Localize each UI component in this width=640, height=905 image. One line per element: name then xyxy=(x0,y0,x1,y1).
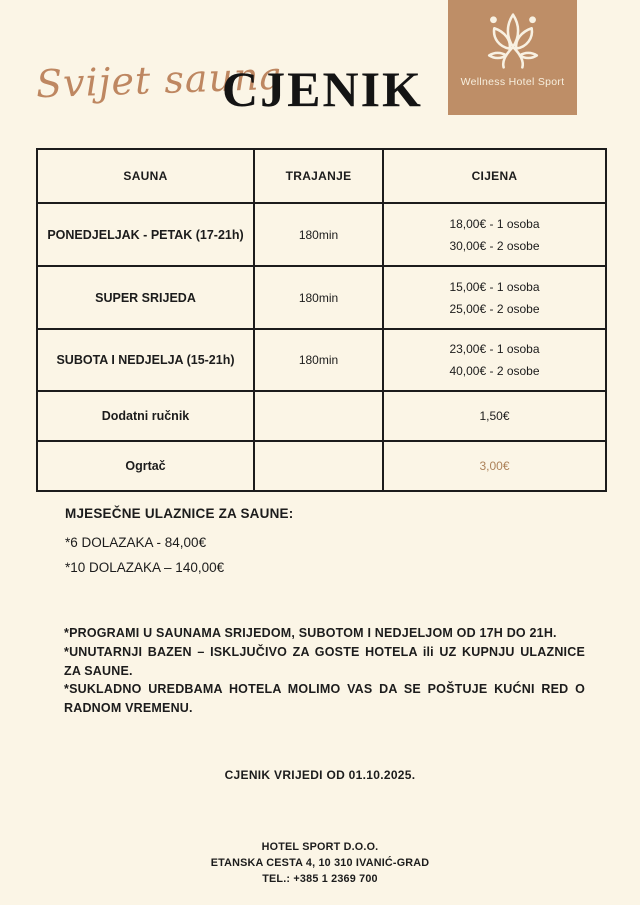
price-line: 40,00€ - 2 osobe xyxy=(449,364,540,378)
price-line: 3,00€ xyxy=(479,459,510,473)
hotel-logo xyxy=(448,0,577,115)
extra-item-price xyxy=(383,441,606,491)
monthly-ticket-item: *6 DOLAZAKA - 84,00€ xyxy=(65,535,207,550)
sauna-duration: 180min xyxy=(254,203,383,266)
brand-script-title: Svijet sauna xyxy=(35,53,284,107)
table-row xyxy=(37,441,606,491)
price-line: 18,00€ - 1 osoba xyxy=(449,216,540,231)
table-header-row xyxy=(37,149,606,203)
extra-item-price xyxy=(383,391,606,441)
notes-section xyxy=(64,624,585,718)
monthly-tickets-section xyxy=(65,506,293,580)
footer-phone: TEL.: +385 1 2369 700 xyxy=(262,873,378,885)
footer xyxy=(0,839,640,887)
logo-text: Wellness Hotel Sport xyxy=(460,76,565,88)
sauna-name: SUBOTA I NEDJELJA (15-21h) xyxy=(37,329,254,391)
footer-company: HOTEL SPORT D.O.O. xyxy=(261,841,379,853)
sauna-duration: 180min xyxy=(254,266,383,329)
column-header-trajanje: TRAJANJE xyxy=(254,149,383,203)
sauna-duration: 180min xyxy=(254,329,383,391)
table-row xyxy=(37,203,606,266)
sauna-price xyxy=(383,203,606,266)
sauna-price xyxy=(383,266,606,329)
price-line: 23,00€ - 1 osoba xyxy=(449,342,540,356)
note: *SUKLADNO UREDBAMA HOTELA MOLIMO VAS DA SE POŠTUJE KUĆNI RED O RADNOM VREMENU. xyxy=(64,682,585,715)
price-line: 1,50€ xyxy=(479,409,510,423)
column-header-cijena: CIJENA xyxy=(383,149,606,203)
extra-item-name: Ogrtač xyxy=(37,441,254,491)
lotus-icon xyxy=(479,12,547,70)
sauna-price xyxy=(383,329,606,391)
note: *PROGRAMI U SAUNAMA SRIJEDOM, SUBOTOM I NEDJELJOM OD 17H DO 21H. xyxy=(64,626,557,640)
sauna-name: SUPER SRIJEDA xyxy=(37,266,254,329)
table-row xyxy=(37,391,606,441)
footer-address: ETANSKA CESTA 4, 10 310 IVANIĆ-GRAD xyxy=(210,857,430,869)
table-row xyxy=(37,266,606,329)
price-line: 25,00€ - 2 osobe xyxy=(449,301,540,316)
sauna-name: PONEDJELJAK - PETAK (17-21h) xyxy=(37,203,254,266)
extra-item-duration xyxy=(254,441,383,491)
monthly-ticket-item: *10 DOLAZAKA – 140,00€ xyxy=(65,560,225,575)
price-table xyxy=(36,148,607,492)
column-header-sauna: SAUNA xyxy=(37,149,254,203)
validity-line: CJENIK VRIJEDI OD 01.10.2025. xyxy=(224,768,416,782)
table-row xyxy=(37,329,606,391)
price-line: 30,00€ - 2 osobe xyxy=(449,238,540,253)
page-title: CJENIK xyxy=(222,61,423,117)
price-line: 15,00€ - 1 osoba xyxy=(449,279,540,294)
note: *UNUTARNJI BAZEN – ISKLJUČIVO ZA GOSTE HOTELA ili UZ KUPNJU ULAZNICE ZA SAUNE. xyxy=(64,644,585,678)
extra-item-name: Dodatni ručnik xyxy=(37,391,254,441)
extra-item-duration xyxy=(254,391,383,441)
monthly-heading: MJESEČNE ULAZNICE ZA SAUNE: xyxy=(65,506,294,521)
